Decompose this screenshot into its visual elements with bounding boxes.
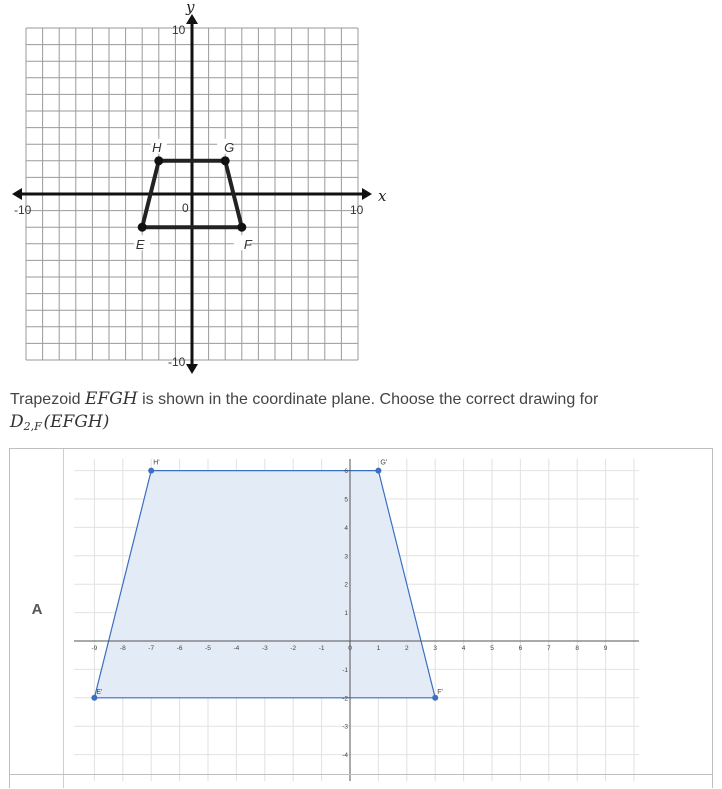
dilation-subscript: 2,F xyxy=(23,420,42,433)
axes xyxy=(12,14,372,374)
question-prompt xyxy=(10,388,710,438)
choice-y-tick-label: 5 xyxy=(344,496,348,504)
choice-x-tick-label: 3 xyxy=(433,645,438,652)
choice-y-tick-label: -1 xyxy=(342,666,348,674)
y-min-tick-label: -10 xyxy=(168,355,186,369)
choice-x-tick-label: -6 xyxy=(176,645,183,652)
vertex-f xyxy=(237,223,246,232)
choice-letter: A xyxy=(31,601,43,618)
dilated-vertex xyxy=(148,468,154,474)
dilation-notation xyxy=(10,412,109,432)
choice-y-tick-label: 1 xyxy=(344,610,348,618)
choice-y-tick-label: 3 xyxy=(344,553,348,561)
choice-letter-cell xyxy=(10,449,64,788)
choice-y-tick-label: -3 xyxy=(342,723,348,731)
dilation-argument: (EFGH) xyxy=(43,412,110,432)
origin-label: 0 xyxy=(182,201,189,215)
choice-x-tick-label: -3 xyxy=(261,645,268,652)
choice-x-tick-label: 0 xyxy=(348,645,352,652)
choice-y-tick-label: -4 xyxy=(342,752,348,760)
answer-choice-a[interactable] xyxy=(9,448,713,788)
choice-y-tick-label: 4 xyxy=(344,524,348,532)
shape-name: EFGH xyxy=(85,389,138,409)
coordinate-plane xyxy=(0,0,400,380)
vertex-h xyxy=(154,156,163,165)
dilated-trapezoid xyxy=(91,471,438,698)
choice-x-tick-label: -7 xyxy=(148,645,155,652)
prompt-text-before: Trapezoid xyxy=(10,391,85,408)
vertex-g xyxy=(221,156,230,165)
choice-y-tick-label: -2 xyxy=(342,695,348,703)
y-axis-label: y xyxy=(186,0,195,16)
dilated-vertex xyxy=(375,468,381,474)
x-axis-left-arrow-icon xyxy=(12,188,22,200)
choice-x-tick-label: -8 xyxy=(119,645,126,652)
choice-x-tick-label: 7 xyxy=(546,645,551,652)
vertex-label-h: H xyxy=(152,139,162,155)
y-axis-down-arrow-icon xyxy=(186,364,198,374)
dilation-symbol: D xyxy=(10,412,24,432)
x-axis-right-arrow-icon xyxy=(362,188,372,200)
choice-x-tick-label: 9 xyxy=(603,645,608,652)
x-min-tick-label: -10 xyxy=(14,203,32,217)
choice-x-tick-label: -2 xyxy=(290,645,297,652)
choice-x-tick-label: -4 xyxy=(233,645,240,652)
choice-y-tick-label: 6 xyxy=(344,468,348,476)
choice-x-tick-label: 8 xyxy=(575,645,580,652)
prompt-text-after: is shown in the coordinate plane. Choose the correct drawing for xyxy=(137,391,599,408)
vertex-label-g: G xyxy=(224,139,235,155)
choice-x-tick-label: 4 xyxy=(461,645,466,652)
y-max-tick-label: 10 xyxy=(172,23,186,37)
choice-x-tick-label: 5 xyxy=(490,645,494,652)
dilated-vertex-label: F' xyxy=(437,688,443,696)
choice-x-tick-label: 6 xyxy=(518,645,523,652)
choice-x-tick-label: -5 xyxy=(205,645,211,652)
x-axis-label: x xyxy=(378,187,387,205)
vertex-label-f: F xyxy=(243,237,252,253)
vertex-e xyxy=(138,223,147,232)
choice-x-tick-label: 1 xyxy=(376,645,381,652)
choice-a-graph xyxy=(64,449,714,789)
x-max-tick-label: 10 xyxy=(350,203,364,217)
table-bottom-border xyxy=(9,774,713,775)
dilated-vertex-label: H' xyxy=(153,459,160,467)
choice-y-tick-label: 2 xyxy=(344,581,348,589)
choice-x-tick-label: 2 xyxy=(404,645,409,652)
dilated-vertex-label: E' xyxy=(96,688,103,696)
vertex-label-e: E xyxy=(135,237,145,253)
dilated-vertex-label: G' xyxy=(380,459,388,467)
choice-x-tick-label: -1 xyxy=(318,645,325,652)
choice-x-tick-label: -9 xyxy=(91,645,98,652)
